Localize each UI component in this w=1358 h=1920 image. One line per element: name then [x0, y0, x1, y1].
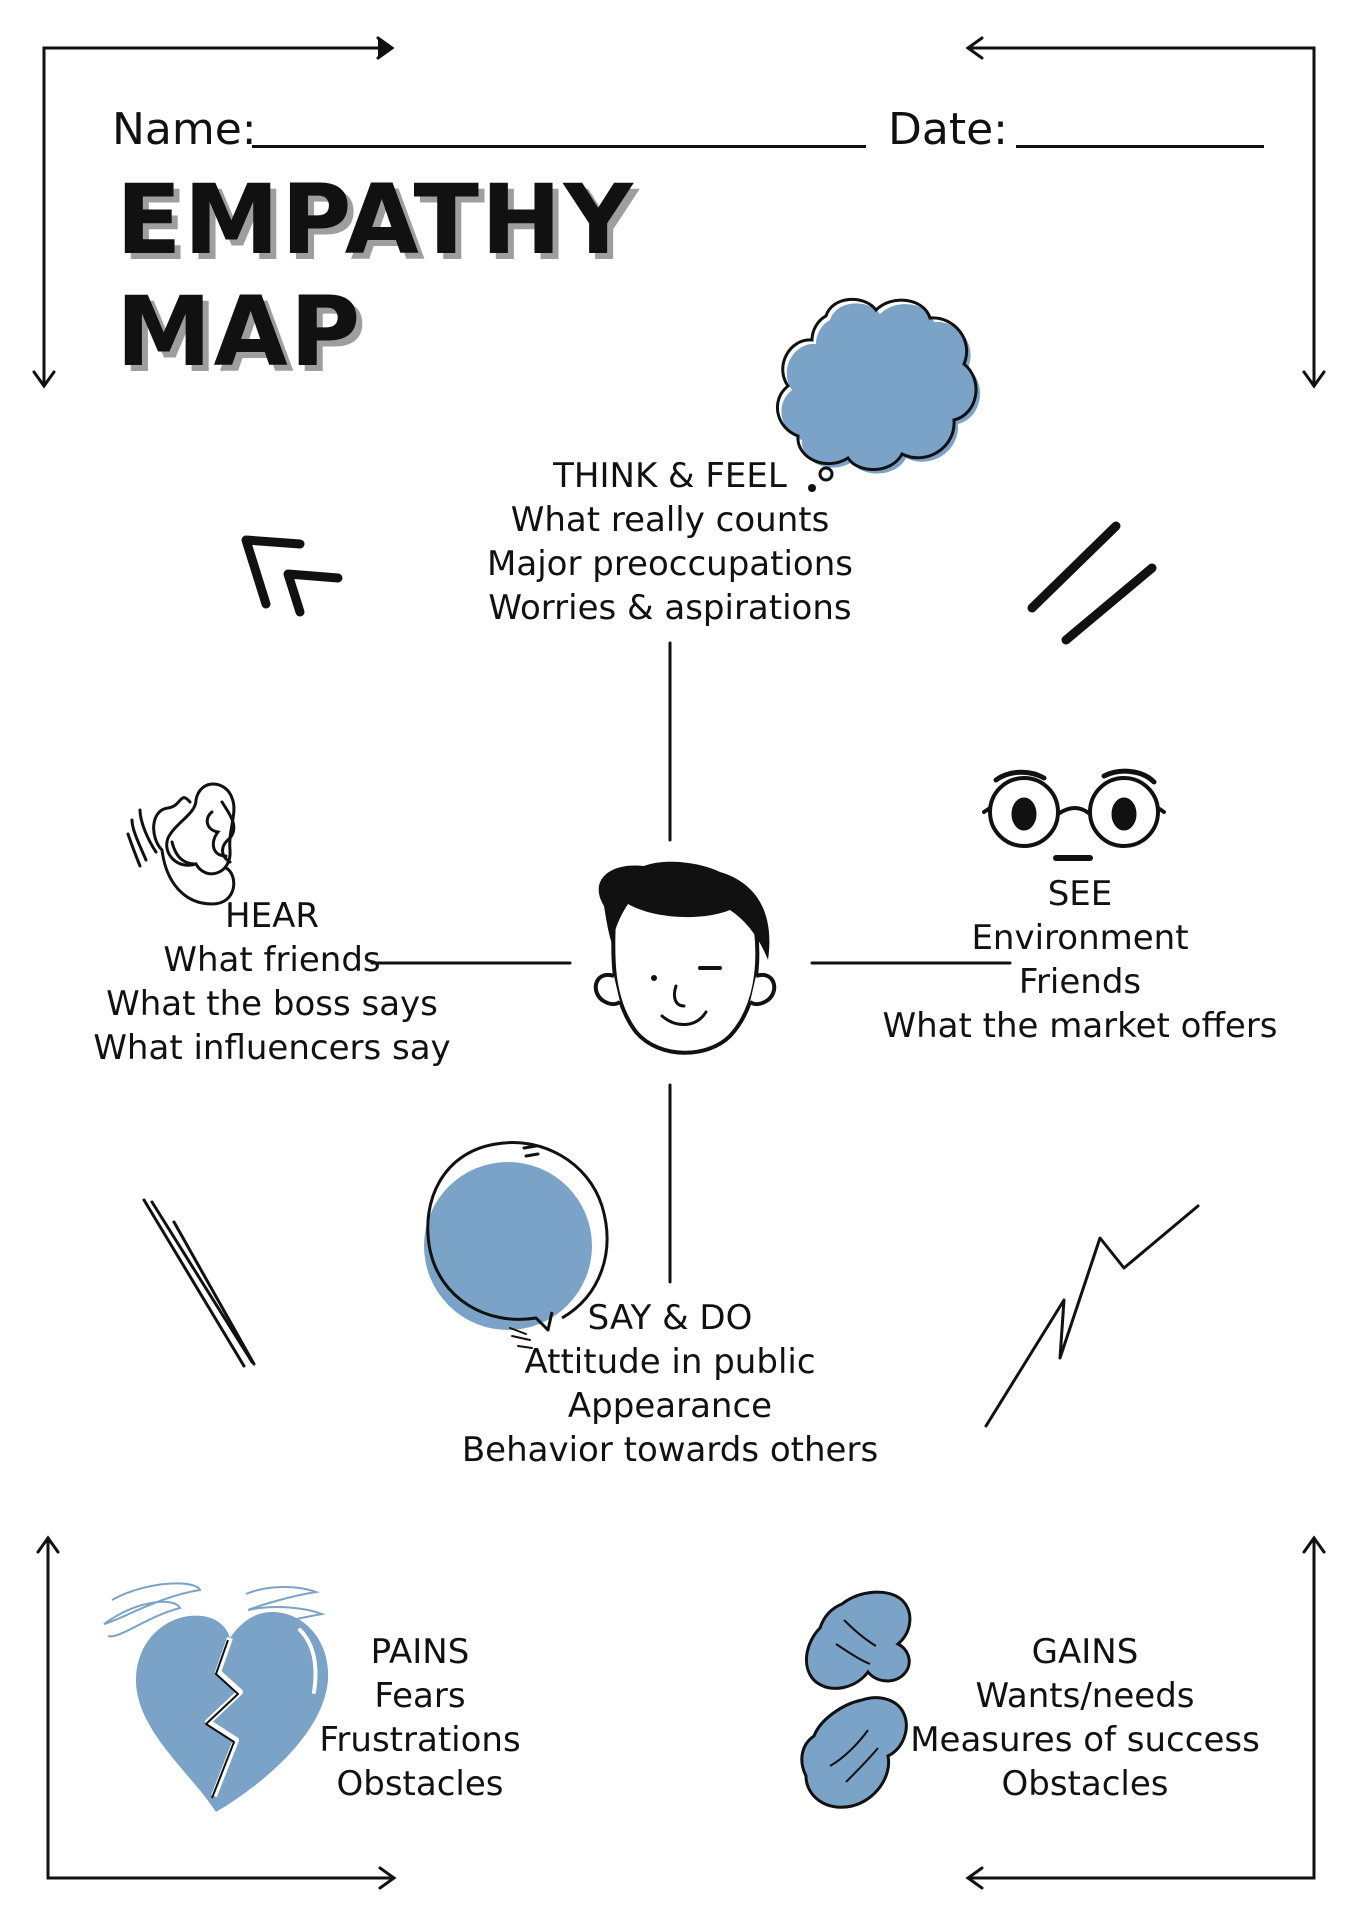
- page-title-line2: MAP: [116, 276, 363, 388]
- think-feel-line: Major preoccupations: [487, 544, 853, 584]
- pains-line: Frustrations: [319, 1720, 521, 1760]
- pains-title: PAINS: [370, 1632, 470, 1672]
- think-feel-section: [470, 454, 870, 630]
- frame-corner-top-right: [970, 48, 1314, 386]
- hear-section: [82, 894, 462, 1070]
- pains-section: [300, 1630, 540, 1806]
- gains-line: Measures of success: [910, 1720, 1260, 1760]
- handshake-icon: [802, 1592, 910, 1807]
- zigzag-icon: [986, 1206, 1198, 1426]
- ear-icon: [128, 784, 234, 904]
- think-feel-line: What really counts: [510, 500, 830, 540]
- name-field[interactable]: [252, 145, 866, 148]
- double-chevron-icon: [246, 540, 338, 612]
- see-section: [870, 872, 1290, 1048]
- see-line: Environment: [971, 918, 1189, 958]
- gains-line: Wants/needs: [975, 1676, 1195, 1716]
- think-feel-title: THINK & FEEL: [553, 456, 787, 496]
- slash-marks-icon: [1032, 526, 1152, 640]
- glasses-icon: [984, 771, 1164, 858]
- see-title: SEE: [1047, 874, 1113, 914]
- say-do-line: Attitude in public: [524, 1342, 816, 1382]
- date-label: Date:: [888, 104, 1008, 155]
- say-do-line: Appearance: [567, 1386, 773, 1426]
- date-field[interactable]: [1016, 145, 1264, 148]
- think-feel-line: Worries & aspirations: [488, 588, 852, 628]
- see-line: Friends: [1018, 962, 1142, 1002]
- gains-title: GAINS: [1031, 1632, 1139, 1672]
- person-face-icon: [596, 862, 774, 1053]
- say-do-line: Behavior towards others: [461, 1430, 879, 1470]
- page-title-line1: EMPATHY: [116, 164, 635, 276]
- hear-title: HEAR: [225, 896, 319, 936]
- pains-line: Fears: [374, 1676, 466, 1716]
- pains-line: Obstacles: [336, 1764, 504, 1804]
- hear-line: What influencers say: [93, 1028, 451, 1068]
- gains-section: [910, 1630, 1260, 1806]
- hear-line: What friends: [163, 940, 381, 980]
- say-do-section: [460, 1296, 880, 1472]
- hear-line: What the boss says: [106, 984, 438, 1024]
- broken-heart-icon: [104, 1583, 328, 1812]
- name-label: Name:: [112, 104, 257, 155]
- see-line: What the market offers: [882, 1006, 1278, 1046]
- sketch-lines-icon: [144, 1200, 254, 1366]
- gains-line: Obstacles: [1001, 1764, 1169, 1804]
- say-do-title: SAY & DO: [587, 1298, 753, 1338]
